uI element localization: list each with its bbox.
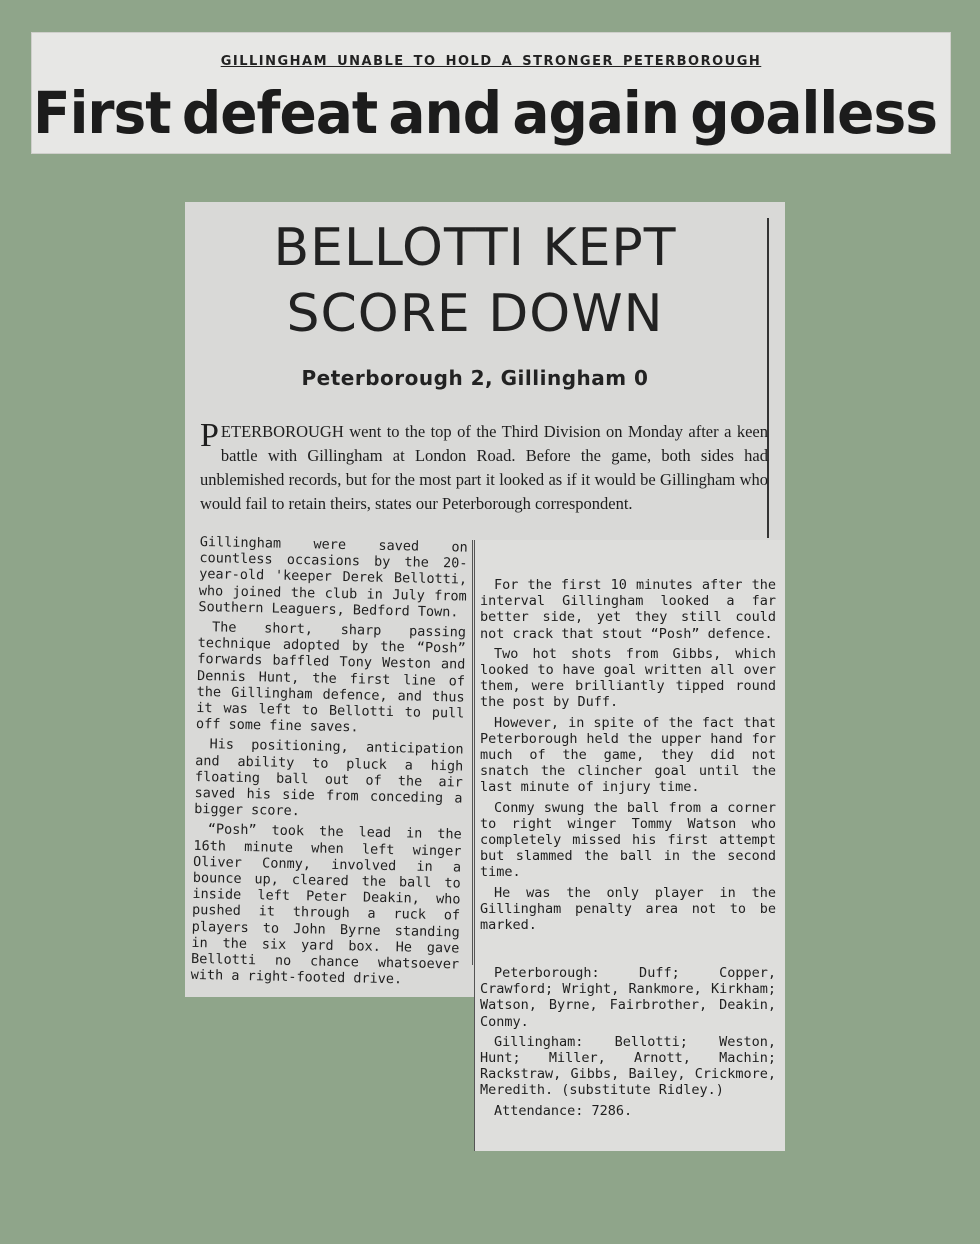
paragraph: However, in spite of the fact that Peterborough held the upper hand for much of the game, they did not snatch the clincher goal until the last minute of injury time. [480,714,776,796]
intro-text: ETERBOROUGH went to the top of the Third Division on Monday after a keen battle with Gillingham at London Road. Before the game, both sides had unblemished records, but for the most part it looked as if it would be Gillingham who would fail to retain theirs, states our Peterborough correspondent. [200,422,768,513]
paragraph: The short, sharp passing technique adopted by the “Posh” forwards baffled Tony Weston and Dennis Hunt, the first line of the Gillingham defence, and thus it was left to Bellotti to pull off some fine saves. [195,619,467,736]
drop-cap: P [200,417,219,454]
paragraph: Two hot shots from Gibbs, which looked to have goal written all over them, were brilliantly tipped round the post by Duff. [480,645,776,711]
headline-line: BELLOTTI KEPT [273,218,677,278]
paragraph: He was the only player in the Gillingham penalty area not to be marked. [480,884,776,934]
banner-word: goalless [690,79,937,147]
banner-word: defeat [181,79,378,147]
attendance: Attendance: 7286. [494,1102,633,1119]
paragraph: Gillingham were saved on countless occasions by the 20-year-old 'keeper Derek Bellotti, who joined the club in July from Southern Leaguers, Bedford Town. [198,534,468,621]
team-lineups [480,965,776,1123]
banner-strip [31,32,951,154]
paragraph: For the first 10 minutes after the interval Gillingham looked a far better side, yet they still could not crack that stout “Posh” defence. [480,577,776,642]
match-score: Peterborough 2, Gillingham 0 [301,366,649,390]
article-headline [205,215,745,347]
banner-word: again [512,79,679,147]
article-intro [200,417,768,516]
paragraph: His positioning, anticipation and ability to pluck a high floating ball out of the air saved his side from conceding a bigger score. [194,736,464,820]
column-divider [472,540,473,965]
paragraph: “Posh” took the lead in the 16th minute when left winger Oliver Conmy, involved in a bounce up, cleared the ball to inside left Peter Deakin, who pushed it through a ruck of players to John Byrne standing in the six yard box. He gave Bellotti no chance whatsoever with a right-footed drive. [190,821,462,988]
article-column-right [480,577,776,937]
banner-word: and [388,79,502,147]
paragraph: Conmy swung the ball from a corner to right winger Tommy Watson who completely missed his first attempt but slammed the ball in the second time. [480,799,776,881]
lineup-peterborough: Peterborough: Duff; Copper, Crawford; Wright, Rankmore, Kirkham; Watson, Byrne, Fairbrother, Deakin, Conmy. [480,965,776,1030]
article-column-left [191,534,468,993]
lineup-gillingham: Gillingham: Bellotti; Weston, Hunt; Miller, Arnott, Machin; Rackstraw, Gibbs, Bailey, Crickmore, Meredith. (substitute Ridley.) [480,1033,776,1099]
banner-kicker: GILLINGHAM UNABLE TO HOLD A STRONGER PETERBOROUGH [220,54,762,69]
banner-headline [31,76,951,150]
banner-word: First [33,79,171,147]
headline-line: SCORE DOWN [286,284,664,344]
